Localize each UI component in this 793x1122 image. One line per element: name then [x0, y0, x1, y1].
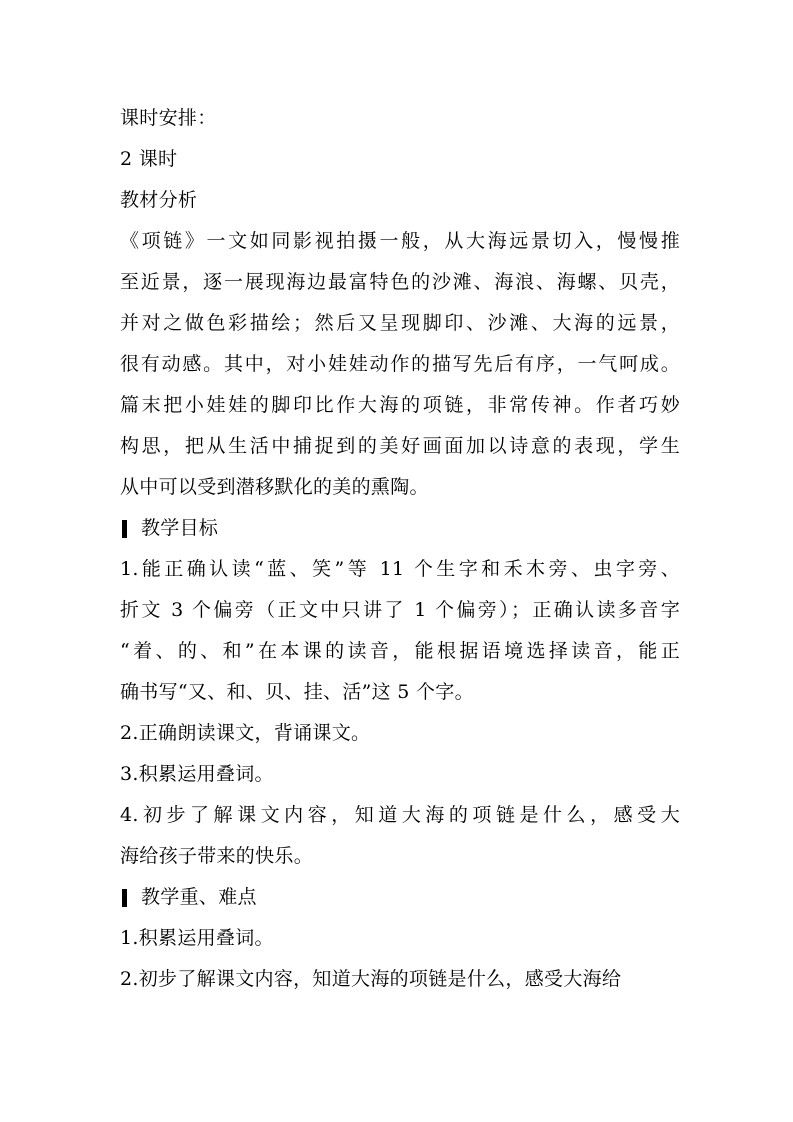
analysis-line: 《项链》一文如同影视拍摄一般，从大海远景切入，慢慢推	[120, 230, 680, 252]
heading-bar-icon	[122, 520, 127, 538]
goal-item	[120, 795, 680, 877]
analysis-line: 篇末把小娃娃的脚印比作大海的项链，非常传神。作者巧妙	[120, 394, 680, 416]
analysis-paragraph	[120, 221, 680, 508]
analysis-line: 从中可以受到潜移默化的美的熏陶。	[120, 476, 429, 498]
goal-line: 确书写“又、和、贝、挂、活”这 5 个字。	[120, 681, 474, 703]
goal-line: 4.初步了解课文内容，知道大海的项链是什么，感受大	[120, 804, 680, 826]
goal-line: 1.能正确认读“蓝、笑”等 11 个生字和禾木旁、虫字旁、	[120, 558, 680, 580]
heading-bar-icon	[122, 889, 127, 907]
goal-line: 3.积累运用叠词。	[120, 763, 274, 785]
analysis-line: 很有动感。其中，对小娃娃动作的描写先后有序，一气呵成。	[120, 353, 680, 375]
analysis-line: 并对之做色彩描绘；然后又呈现脚印、沙滩、大海的远景，	[120, 312, 680, 334]
goals-title: 教学目标	[141, 517, 219, 539]
keypoint-line: 1.积累运用叠词。	[120, 927, 274, 949]
keypoint-item	[120, 918, 680, 959]
schedule-value: 2 课时	[120, 148, 178, 170]
keypoints-heading	[120, 877, 680, 918]
analysis-title: 教材分析	[120, 189, 198, 211]
goal-item	[120, 754, 680, 795]
schedule-label: 课时安排：	[120, 107, 217, 129]
goal-line: 折文 3 个偏旁（正文中只讲了 1 个偏旁）；正确认读多音字	[120, 599, 680, 621]
goals-heading	[120, 508, 680, 549]
goal-line: “着、的、和”在本课的读音，能根据语境选择读音，能正	[120, 640, 680, 662]
keypoint-item	[120, 959, 680, 1000]
goal-item	[120, 549, 680, 713]
keypoints-title: 教学重、难点	[141, 886, 257, 908]
goal-line: 海给孩子带来的快乐。	[120, 845, 314, 867]
goal-item	[120, 713, 680, 754]
analysis-line: 至近景，逐一展现海边最富特色的沙滩、海浪、海螺、贝壳，	[120, 271, 680, 293]
goal-line: 2.正确朗读课文，背诵课文。	[120, 722, 371, 744]
analysis-line: 构思，把从生活中捕捉到的美好画面加以诗意的表现，学生	[120, 435, 680, 457]
keypoint-line: 2.初步了解课文内容，知道大海的项链是什么，感受大海给	[120, 968, 622, 990]
document-page	[120, 98, 680, 1000]
